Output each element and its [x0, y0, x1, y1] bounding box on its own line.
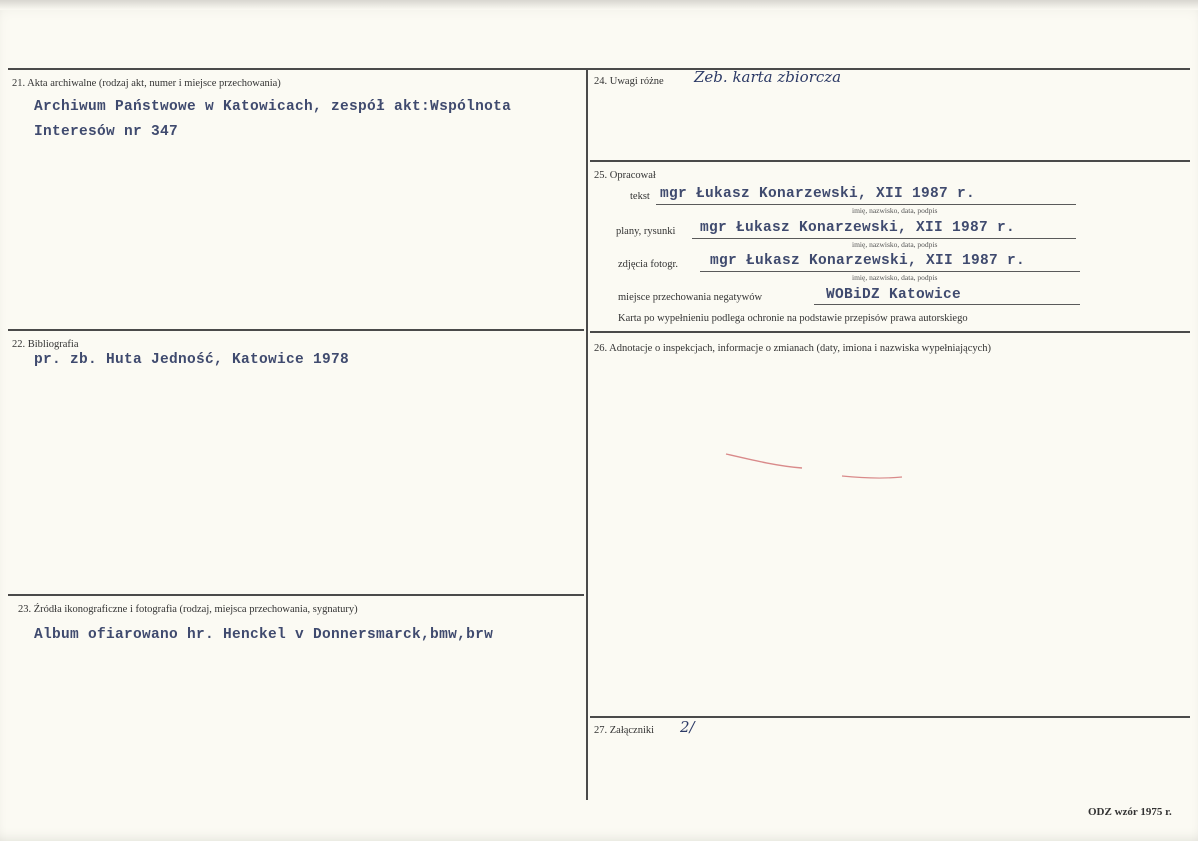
negatywy-underline: [814, 304, 1080, 305]
divider-24-25: [590, 160, 1190, 162]
tekst-label: tekst: [630, 191, 650, 202]
field-24-handwritten-value: Zeb. karta zbiorcza: [694, 68, 842, 86]
zdjecia-value: mgr Łukasz Konarzewski, XII 1987 r.: [710, 253, 1026, 269]
zdjecia-label: zdjęcia fotogr.: [618, 259, 679, 270]
red-pencil-mark: [722, 446, 912, 486]
field-27-label: 27. Załączniki: [594, 725, 655, 736]
field-21-value-line2: Interesów nr 347: [34, 124, 179, 140]
plany-underline: [692, 238, 1076, 239]
negatywy-value: WOBiDZ Katowice: [826, 287, 962, 303]
field-22-label: 22. Bibliografia: [12, 339, 79, 350]
negatywy-label: miejsce przechowania negatywów: [618, 292, 763, 303]
plany-label: plany, rysunki: [616, 226, 676, 237]
top-rule: [8, 68, 1190, 70]
tekst-underline: [656, 204, 1076, 205]
tekst-caption: imię, nazwisko, data, podpis: [852, 206, 938, 215]
field-21-value-line1: Archiwum Państwowe w Katowicach, zespół akt:Wspólnota: [34, 99, 512, 115]
field-23-label: 23. Źródła ikonograficzne i fotografia (rodzaj, miejsca przechowania, sygnatury): [18, 604, 358, 615]
plany-caption: imię, nazwisko, data, podpis: [852, 240, 938, 249]
form-version-footer: ODZ wzór 1975 r.: [1088, 806, 1172, 818]
copyright-note: Karta po wypełnieniu podlega ochronie na podstawie przepisów prawa autorskiego: [618, 313, 968, 324]
field-24-label: 24. Uwagi różne: [594, 76, 664, 87]
plany-value: mgr Łukasz Konarzewski, XII 1987 r.: [700, 220, 1016, 236]
field-26-label: 26. Adnotacje o inspekcjach, informacje o zmianach (daty, imiona i nazwiska wypełniających): [594, 343, 992, 354]
field-27-handwritten-value: 2/: [680, 718, 695, 736]
field-22-value: pr. zb. Huta Jedność, Katowice 1978: [34, 352, 350, 368]
center-divider: [586, 68, 588, 800]
field-21-label: 21. Akta archiwalne (rodzaj akt, numer i miejsce przechowania): [12, 78, 281, 89]
divider-21-22: [8, 329, 584, 331]
zdjecia-caption: imię, nazwisko, data, podpis: [852, 273, 938, 282]
divider-25-26: [590, 331, 1190, 333]
field-23-value: Album ofiarowano hr. Henckel v Donnersmarck,bmw,brw: [34, 627, 494, 643]
field-25-label: 25. Opracował: [594, 170, 656, 181]
divider-22-23: [8, 594, 584, 596]
zdjecia-underline: [700, 271, 1080, 272]
tekst-value: mgr Łukasz Konarzewski, XII 1987 r.: [660, 186, 976, 202]
